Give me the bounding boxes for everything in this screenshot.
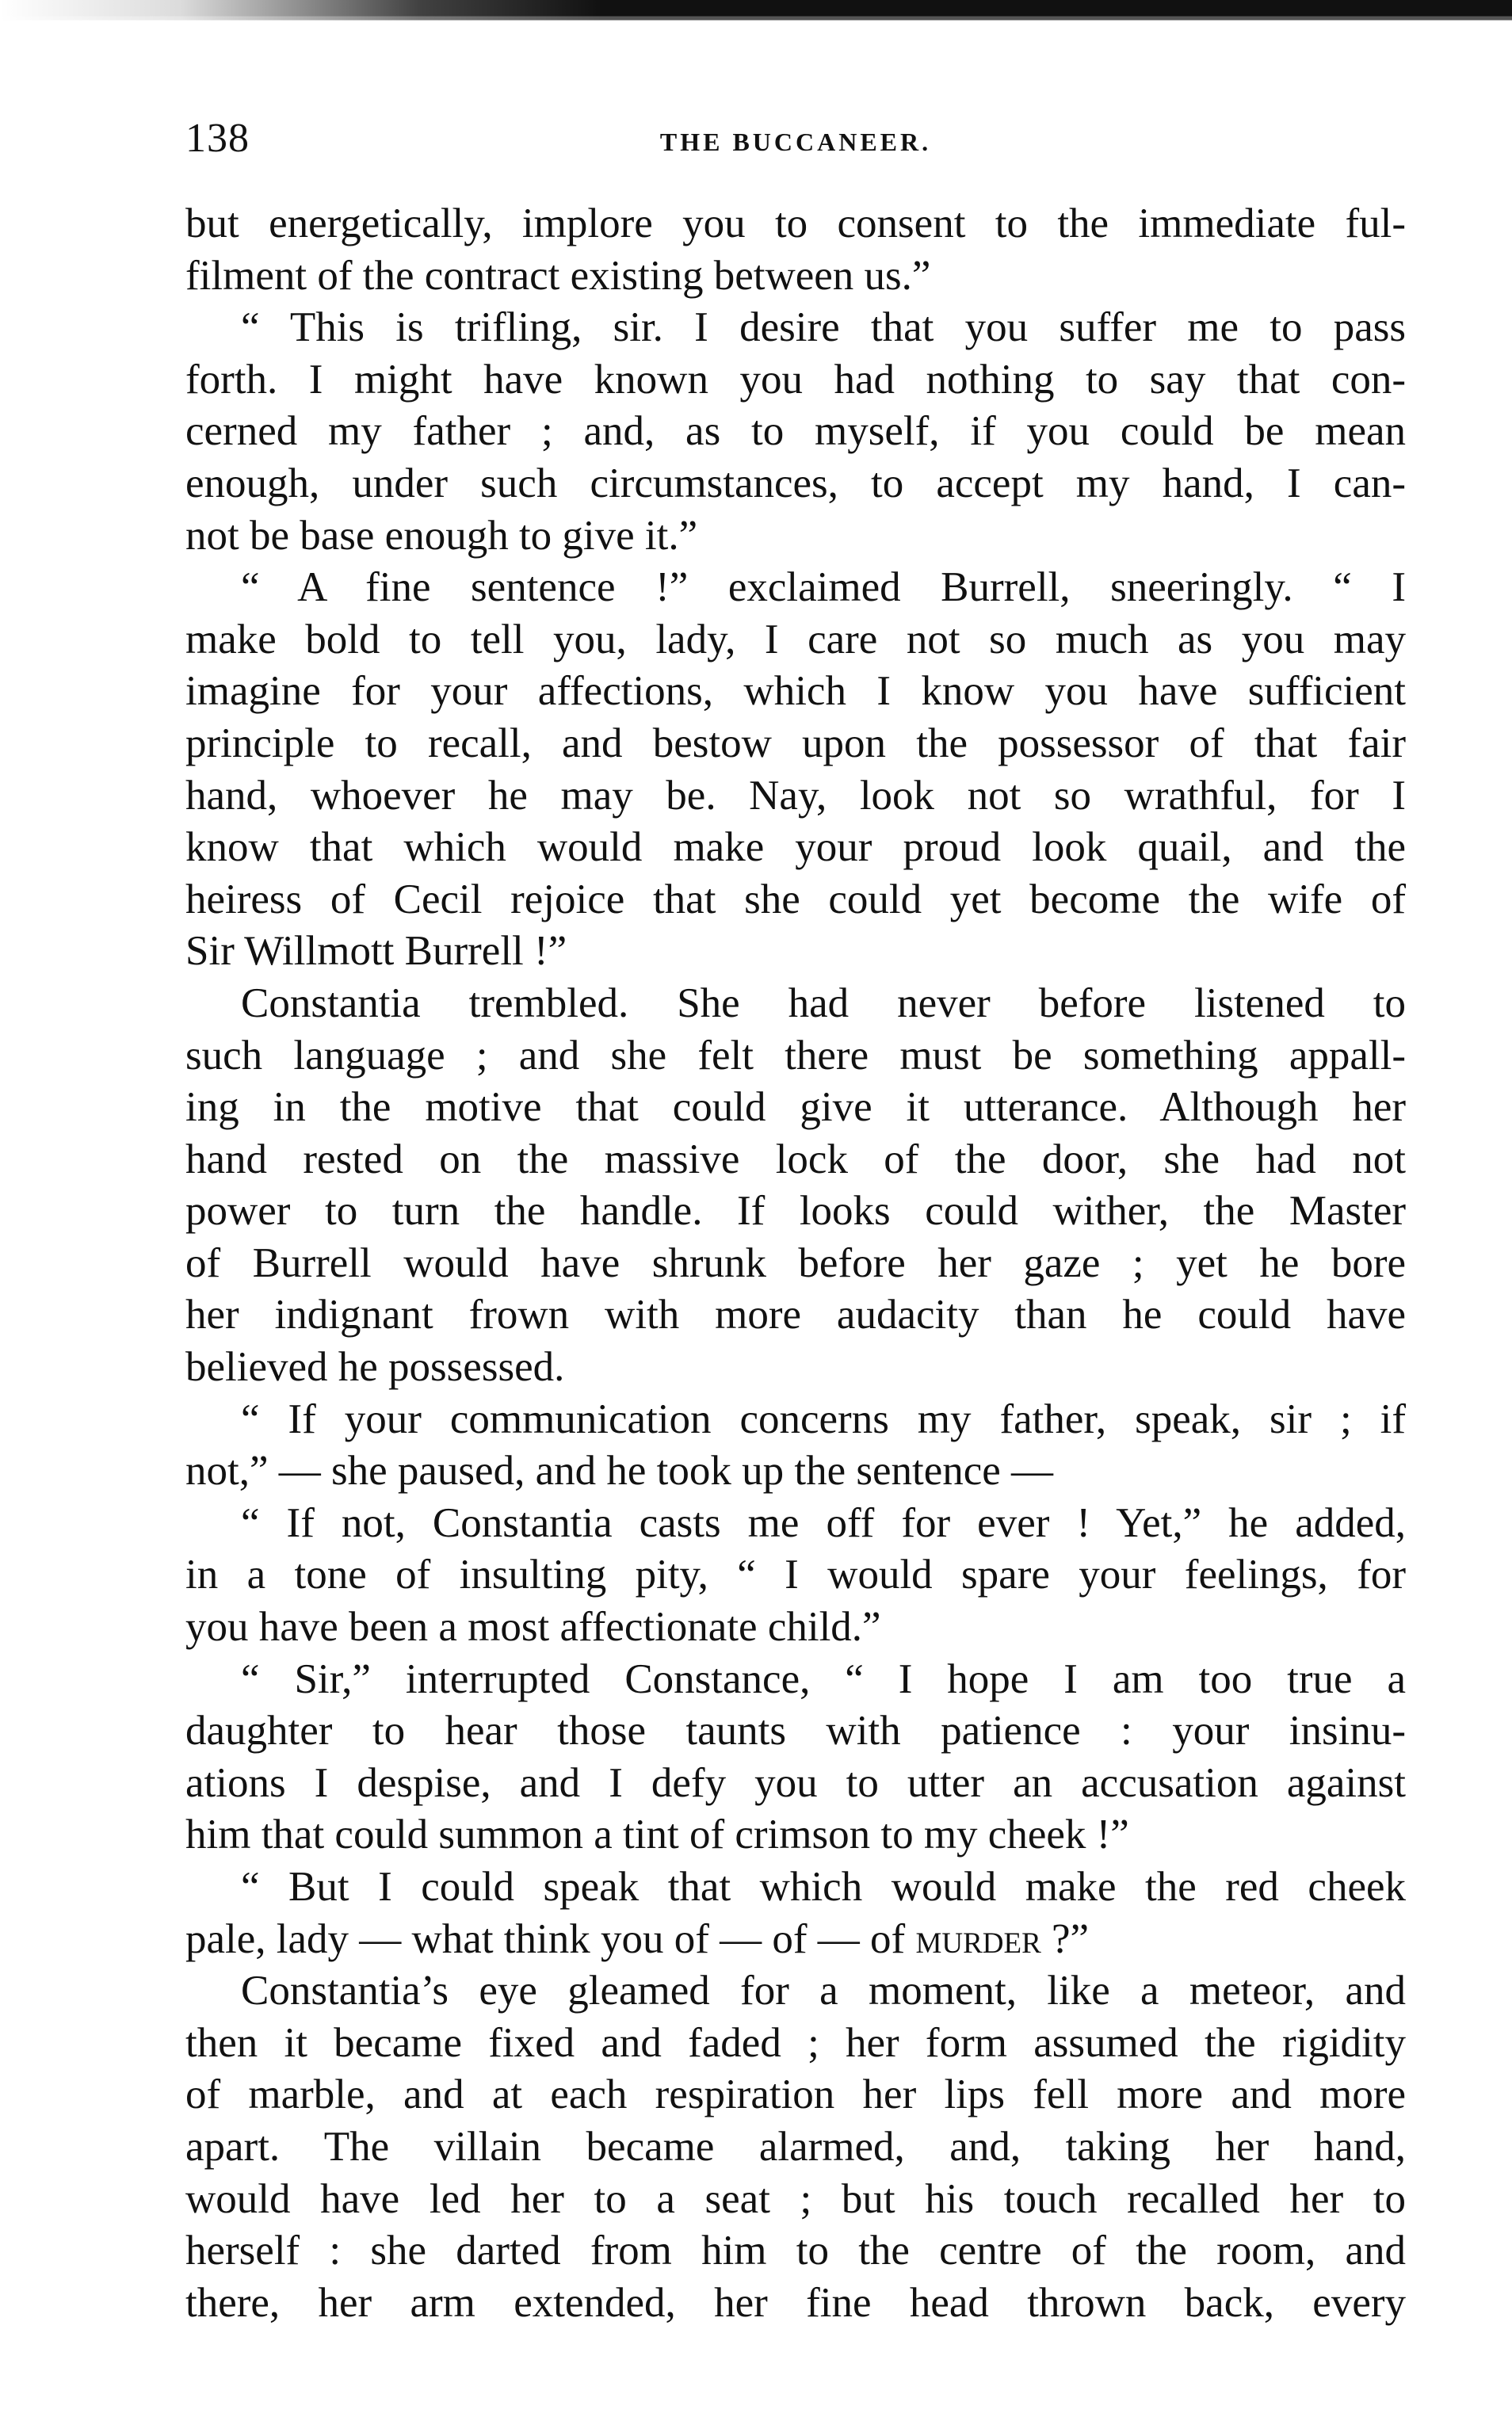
text-line: forth. I might have known you had nothing to say that con- [185, 356, 1406, 403]
text-line: Constantia trembled. She had never before listened to [241, 979, 1406, 1026]
text-line: Sir Willmott Burrell !” [185, 928, 567, 975]
text-line: herself : she darted from him to the centre of the room, and [185, 2228, 1406, 2274]
text-line: “ Sir,” interrupted Constance, “ I hope I am too true a [241, 1655, 1406, 1702]
text-line: imagine for your affections, which I know you have sufficient [185, 668, 1406, 715]
text-line: of Burrell would have shrunk before her gaze ; yet he bore [185, 1239, 1406, 1286]
text-line: you have been a most affectionate child.” [185, 1604, 881, 1651]
text-line: know that which would make your proud look quail, and the [185, 824, 1406, 871]
top-rule [0, 0, 1512, 27]
text-line: heiress of Cecil rejoice that she could yet become the wife of [185, 876, 1406, 922]
murder-word: murder [915, 1915, 1041, 1962]
text-line: apart. The villain became alarmed, and, taking her hand, [185, 2123, 1406, 2170]
text-line: not be base enough to give it.” [185, 512, 698, 559]
text-line: her indignant frown with more audacity than he could have [185, 1292, 1406, 1338]
text-line: in a tone of insulting pity, “ I would spare your feelings, for [185, 1552, 1406, 1598]
text-line: daughter to hear those taunts with patience : your insinu- [185, 1708, 1406, 1755]
text-line: make bold to tell you, lady, I care not so much as you may [185, 616, 1406, 662]
text-line: there, her arm extended, her fine head thrown back, every [185, 2279, 1406, 2326]
body-text [185, 198, 1406, 2329]
text-line: would have led her to a seat ; but his touch recalled her to [185, 2175, 1406, 2222]
text-line: ing in the motive that could give it utterance. Although her [185, 1084, 1406, 1131]
text-line: “ But I could speak that which would make the red cheek [241, 1864, 1406, 1910]
top-rule-fade [0, 0, 602, 27]
text-line: power to turn the handle. If looks could wither, the Master [185, 1188, 1406, 1235]
text-line: “ If your communication concerns my father, speak, sir ; if [241, 1396, 1406, 1442]
text-line: such language ; and she felt there must be something appall- [185, 1032, 1406, 1079]
page-header [185, 111, 1406, 166]
text-line: then it became fixed and faded ; her form assumed the rigidity [185, 2019, 1406, 2066]
murder-word-tail: ?” [1040, 1915, 1090, 1962]
text-line-murder-lead: pale, lady — what think you of — of — of [185, 1915, 906, 1962]
text-line: Constantia’s eye gleamed for a moment, like a meteor, and [241, 1968, 1406, 2014]
text-line: enough, under such circumstances, to accept my hand, I can- [185, 460, 1406, 506]
text-line: him that could summon a tint of crimson to my cheek !” [185, 1812, 1129, 1858]
text-line: cerned my father ; and, as to myself, if you could be mean [185, 408, 1406, 455]
text-line: “ This is trifling, sir. I desire that you suffer me to pass [241, 304, 1406, 351]
text-line: “ A fine sentence !” exclaimed Burrell, sneeringly. “ I [241, 564, 1406, 611]
text-line: filment of the contract existing between us.” [185, 252, 931, 299]
page-number: 138 [185, 116, 250, 161]
running-title: THE BUCCANEER. [659, 128, 932, 156]
text-line: ations I despise, and I defy you to utter an accusation against [185, 1759, 1406, 1806]
text-line: not,” — she paused, and he took up the sentence — [185, 1448, 1054, 1495]
text-line: hand, whoever he may be. Nay, look not so wrathful, for I [185, 772, 1406, 819]
text-line: “ If not, Constantia casts me off for ever ! Yet,” he added, [241, 1499, 1406, 1546]
text-line: hand rested on the massive lock of the door, she had not [185, 1136, 1406, 1182]
text-line: principle to recall, and bestow upon the possessor of that fair [185, 720, 1406, 766]
text-line-murder [185, 1914, 1406, 1966]
text-line: of marble, and at each respiration her lips fell more and more [185, 2071, 1406, 2118]
text-line: but energetically, implore you to consent to the immediate ful- [185, 200, 1406, 246]
text-line: believed he possessed. [185, 1344, 565, 1391]
